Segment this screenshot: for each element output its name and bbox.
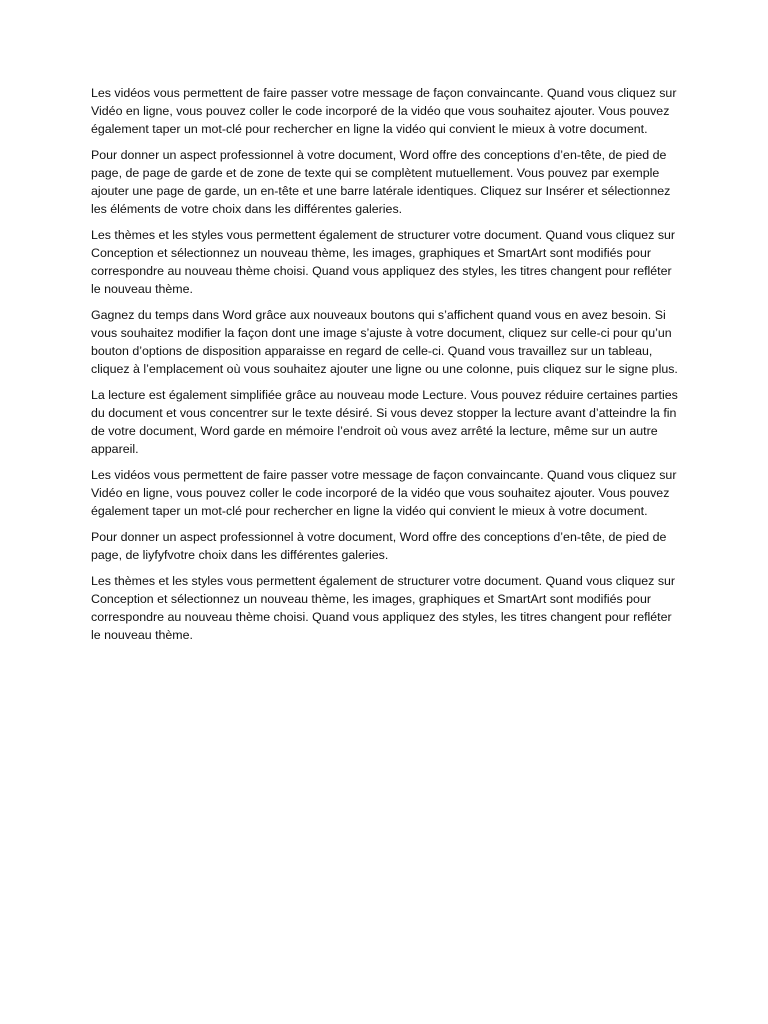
- paragraph-4: Gagnez du temps dans Word grâce aux nouveaux boutons qui s’affichent quand vous en avez besoin. Si vous souhaitez modifier la façon dont une image s’ajuste à votre document, cliquez sur celle-ci pour qu’un bouton d’options de disposition apparaisse en regard de celle-ci. Quand vous travaillez sur un tableau, cliquez à l’emplacement où vous souhaitez ajouter une ligne ou une colonne, puis cliquez sur le signe plus.: [91, 308, 678, 376]
- paragraph-1: Les vidéos vous permettent de faire passer votre message de façon convaincante. Quand vous cliquez sur Vidéo en ligne, vous pouvez coller le code incorporé de la vidéo que vous souhaitez ajouter. Vous pouvez également taper un mot-clé pour rechercher en ligne la vidéo qui convient le mieux à votre document.: [91, 86, 677, 136]
- paragraph-6: Les vidéos vous permettent de faire passer votre message de façon convaincante. Quand vous cliquez sur Vidéo en ligne, vous pouvez coller le code incorporé de la vidéo que vous souhaitez ajouter. Vous pouvez également taper un mot-clé pour rechercher en ligne la vidéo qui convient le mieux à votre document.: [91, 468, 677, 518]
- paragraph-3: Les thèmes et les styles vous permettent également de structurer votre document. Quand vous cliquez sur Conception et sélectionnez un nouveau thème, les images, graphiques et SmartArt sont modifiés pour correspondre au nouveau thème choisi. Quand vous appliquez des styles, les titres changent pour refléter le nouveau thème.: [91, 228, 676, 296]
- paragraph-8: Les thèmes et les styles vous permettent également de structurer votre document. Quand vous cliquez sur Conception et sélectionnez un nouveau thème, les images, graphiques et SmartArt sont modifiés pour correspondre au nouveau thème choisi. Quand vous appliquez des styles, les titres changent pour refléter le nouveau thème.: [91, 574, 676, 642]
- paragraph-7: Pour donner un aspect professionnel à votre document, Word offre des conceptions d’en-tête, de pied de page, de liyfyfvotre choix dans les différentes galeries.: [91, 530, 667, 562]
- document-page: [91, 84, 681, 652]
- paragraph-5: La lecture est également simplifiée grâce au nouveau mode Lecture. Vous pouvez réduire certaines parties du document et vous concentrer sur le texte désiré. Si vous devez stopper la lecture avant d’atteindre la fin de votre document, Word garde en mémoire l’endroit où vous avez arrêté la lecture, même sur un autre appareil.: [91, 388, 678, 456]
- paragraph-2: Pour donner un aspect professionnel à votre document, Word offre des conceptions d’en-tête, de pied de page, de page de garde et de zone de texte qui se complètent mutuellement. Vous pouvez par exemple ajouter une page de garde, un en-tête et une barre latérale identiques. Cliquez sur Insérer et sélectionnez les éléments de votre choix dans les différentes galeries.: [91, 148, 671, 216]
